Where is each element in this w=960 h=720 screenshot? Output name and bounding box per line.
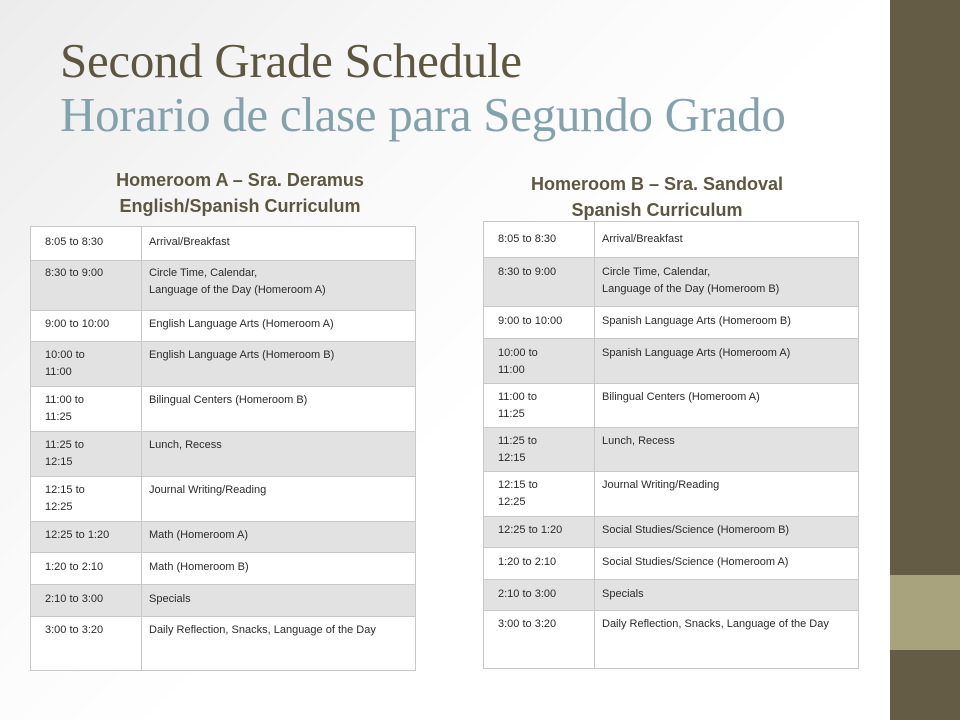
- table-row: [31, 617, 416, 671]
- table-row: [31, 311, 416, 342]
- time-cell: 11:00 to 11:25: [484, 384, 595, 428]
- time-cell: 9:00 to 10:00: [31, 311, 142, 342]
- time-cell: 12:15 to 12:25: [484, 472, 595, 517]
- homeroom-b-heading-line1: Homeroom B – Sra. Sandoval: [530, 174, 784, 194]
- activity-cell: Bilingual Centers (Homeroom B): [142, 387, 416, 432]
- homeroom-b-schedule-table: [483, 221, 859, 669]
- table-row: [484, 222, 859, 258]
- activity-cell: Social Studies/Science (Homeroom A): [595, 548, 859, 580]
- activity-cell: Specials: [595, 580, 859, 611]
- homeroom-b-heading-line2: Spanish Curriculum: [571, 200, 743, 220]
- activity-cell: Lunch, Recess: [142, 432, 416, 477]
- time-cell: 11:00 to 11:25: [31, 387, 142, 432]
- activity-cell: Bilingual Centers (Homeroom A): [595, 384, 859, 428]
- time-cell: 2:10 to 3:00: [484, 580, 595, 611]
- table-row: [484, 580, 859, 611]
- time-cell: 3:00 to 3:20: [484, 611, 595, 669]
- activity-cell: Math (Homeroom A): [142, 522, 416, 553]
- table-row: [31, 342, 416, 387]
- table-row: [484, 517, 859, 548]
- sidebar-accent-light: [890, 575, 960, 650]
- activity-cell: Social Studies/Science (Homeroom B): [595, 517, 859, 548]
- time-cell: 8:05 to 8:30: [31, 227, 142, 261]
- time-cell: 8:30 to 9:00: [31, 261, 142, 311]
- time-cell: 9:00 to 10:00: [484, 307, 595, 339]
- activity-cell: Specials: [142, 585, 416, 617]
- table-row: [31, 387, 416, 432]
- activity-cell: Daily Reflection, Snacks, Language of the Day: [595, 611, 859, 669]
- activity-cell: Daily Reflection, Snacks, Language of the Day: [142, 617, 416, 671]
- time-cell: 12:25 to 1:20: [31, 522, 142, 553]
- table-row: [31, 477, 416, 522]
- activity-cell: Math (Homeroom B): [142, 553, 416, 585]
- homeroom-a-schedule-table: [30, 226, 416, 671]
- time-cell: 2:10 to 3:00: [31, 585, 142, 617]
- time-cell: 1:20 to 2:10: [484, 548, 595, 580]
- title-english: Second Grade Schedule: [60, 33, 522, 88]
- table-row: [484, 339, 859, 384]
- table-row: [484, 384, 859, 428]
- activity-cell: Circle Time, Calendar, Language of the Day (Homeroom B): [595, 258, 859, 307]
- time-cell: 10:00 to 11:00: [484, 339, 595, 384]
- table-row: [484, 611, 859, 669]
- homeroom-a-heading-line1: Homeroom A – Sra. Deramus: [116, 170, 364, 190]
- time-cell: 12:15 to 12:25: [31, 477, 142, 522]
- table-row: [484, 307, 859, 339]
- activity-cell: English Language Arts (Homeroom A): [142, 311, 416, 342]
- table-row: [31, 522, 416, 553]
- title-spanish: Horario de clase para Segundo Grado: [60, 87, 786, 142]
- time-cell: 11:25 to 12:15: [484, 428, 595, 472]
- table-row: [31, 227, 416, 261]
- time-cell: 12:25 to 1:20: [484, 517, 595, 548]
- time-cell: 3:00 to 3:20: [31, 617, 142, 671]
- table-row: [31, 585, 416, 617]
- table-row: [484, 258, 859, 307]
- homeroom-a-heading: [40, 167, 440, 219]
- homeroom-a-heading-line2: English/Spanish Curriculum: [119, 196, 361, 216]
- table-row: [31, 553, 416, 585]
- table-row: [484, 548, 859, 580]
- table-row: [31, 261, 416, 311]
- activity-cell: Spanish Language Arts (Homeroom A): [595, 339, 859, 384]
- activity-cell: Journal Writing/Reading: [595, 472, 859, 517]
- time-cell: 1:20 to 2:10: [31, 553, 142, 585]
- activity-cell: Arrival/Breakfast: [595, 222, 859, 258]
- table-row: [484, 472, 859, 517]
- activity-cell: Circle Time, Calendar, Language of the Day (Homeroom A): [142, 261, 416, 311]
- time-cell: 8:05 to 8:30: [484, 222, 595, 258]
- table-row: [484, 428, 859, 472]
- time-cell: 10:00 to 11:00: [31, 342, 142, 387]
- activity-cell: Lunch, Recess: [595, 428, 859, 472]
- time-cell: 8:30 to 9:00: [484, 258, 595, 307]
- activity-cell: English Language Arts (Homeroom B): [142, 342, 416, 387]
- table-row: [31, 432, 416, 477]
- time-cell: 11:25 to 12:15: [31, 432, 142, 477]
- activity-cell: Arrival/Breakfast: [142, 227, 416, 261]
- activity-cell: Journal Writing/Reading: [142, 477, 416, 522]
- activity-cell: Spanish Language Arts (Homeroom B): [595, 307, 859, 339]
- homeroom-b-heading: [457, 171, 857, 223]
- slide-title: [60, 34, 880, 142]
